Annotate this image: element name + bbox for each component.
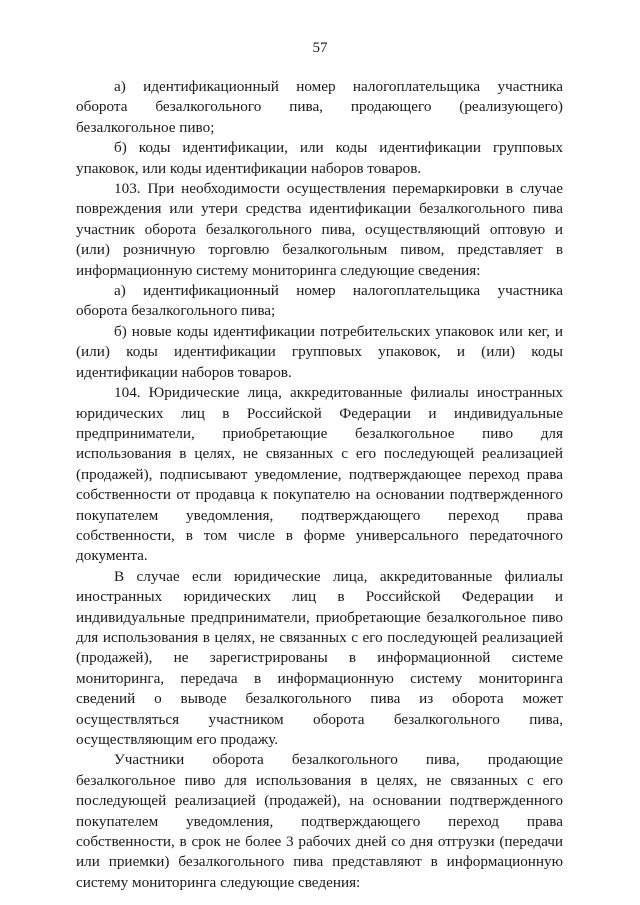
document-body	[76, 77, 563, 893]
paragraph-104-sellers: Участники оборота безалкогольного пива, продающие безалкогольное пиво для использования в целях, не связанных с его последующей реализацией (продажей), на основании подтвержденного покупателем уведомления, подтверждающего переход права собственности, в срок не более 3 рабочих дней со дня отгрузки (передачи или приемки) безалкогольного пива представляют в информационную систему мониторинга следующие сведения:	[76, 751, 563, 891]
paragraph-104-unregistered: В случае если юридические лица, аккредитованные филиалы иностранных юридических лиц в Российской Федерации и индивидуальные предприниматели, приобретающие безалкогольное пиво для использования в целях, не связанных с его последующей реализацией (продажей), не зарегистрированы в информационной системе мониторинга, передача в информационную систему мониторинга сведений о выводе безалкогольного пива из оборота может осуществляться участником оборота безалкогольного пива, осуществляющим его продажу.	[76, 567, 563, 748]
paragraph-103-inn: а) идентификационный номер налогоплательщика участника оборота безалкогольного пива;	[76, 282, 563, 320]
paragraph-103: 103. При необходимости осуществления перемаркировки в случае повреждения или утери средства идентификации безалкогольного пива участник оборота безалкогольного пива, осуществляющий оптовую и (или) розничную торговлю безалкогольным пивом, представляет в информационную систему мониторинга следующие сведения:	[76, 180, 563, 279]
page-number: 57	[312, 40, 328, 56]
paragraph-103-new-codes: б) новые коды идентификации потребительских упаковок или кег, и (или) коды идентификации групповых упаковок, и (или) коды идентификации наборов товаров.	[76, 322, 563, 381]
paragraph-inn-seller: а) идентификационный номер налогоплательщика участника оборота безалкогольного пива, продающего (реализующего) безалкогольное пиво;	[76, 78, 563, 136]
paragraph-identification-codes: б) коды идентификации, или коды идентификации групповых упаковок, или коды идентификации наборов товаров.	[76, 139, 563, 177]
paragraph-104: 104. Юридические лица, аккредитованные филиалы иностранных юридических лиц в Российской Федерации и индивидуальные предприниматели, приобретающие безалкогольное пиво для использования в целях, не связанных с его последующей реализацией (продажей), подписывают уведомление, подтверждающее переход права собственности от продавца к покупателю на основании подтвержденного покупателем уведомления, подтверждающего переход права собственности, в том числе в форме универсального передаточного документа.	[76, 384, 563, 565]
